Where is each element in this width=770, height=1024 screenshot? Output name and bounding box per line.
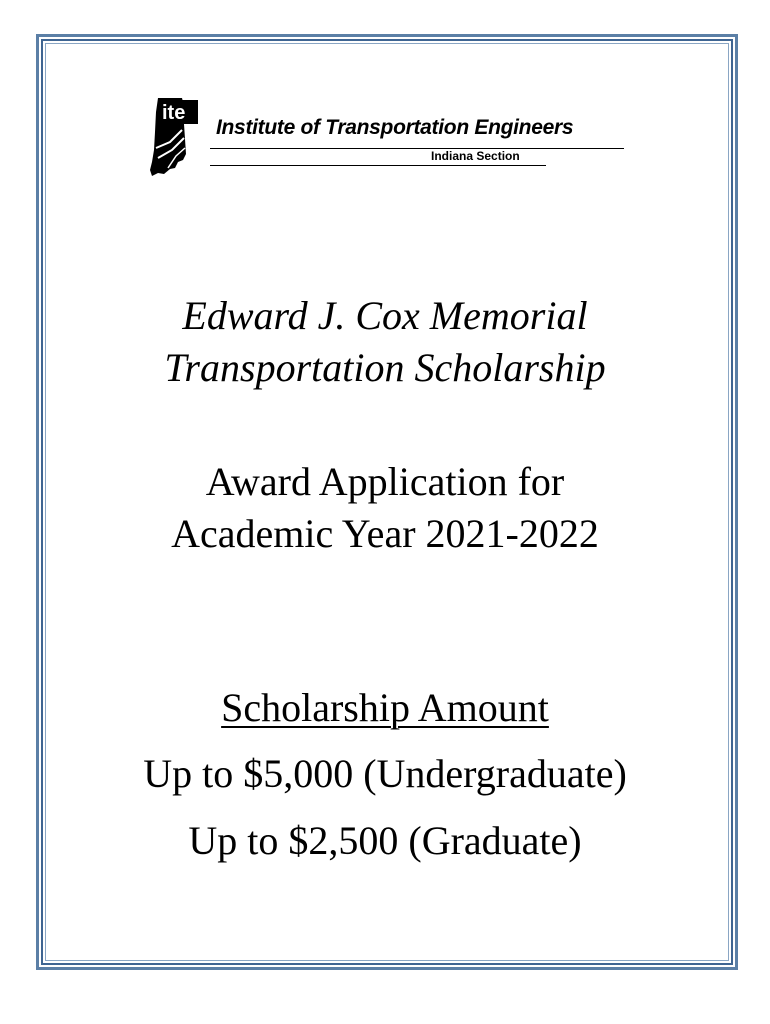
logo-divider <box>210 148 624 149</box>
scholarship-amount-heading <box>0 682 770 734</box>
indiana-state-logo-icon <box>148 96 208 178</box>
undergraduate-amount: Up to $5,000 (Undergraduate) <box>143 751 627 796</box>
organization-name: Institute of Transportation Engineers <box>216 116 574 139</box>
subtitle-line: Award Application for <box>205 459 565 504</box>
subtitle-line: Academic Year 2021-2022 <box>171 511 599 556</box>
application-subtitle <box>0 456 770 560</box>
logo-mark-text: ite <box>162 102 186 124</box>
title-line: Edward J. Cox Memorial <box>182 293 588 338</box>
section-name: Indiana Section <box>431 149 520 163</box>
ite-logo <box>148 96 628 180</box>
logo-divider <box>210 165 546 166</box>
scholarship-title <box>0 290 770 394</box>
title-line: Transportation Scholarship <box>164 345 606 390</box>
amount-heading-text: Scholarship Amount <box>221 685 549 730</box>
graduate-amount: Up to $2,500 (Graduate) <box>188 818 582 863</box>
